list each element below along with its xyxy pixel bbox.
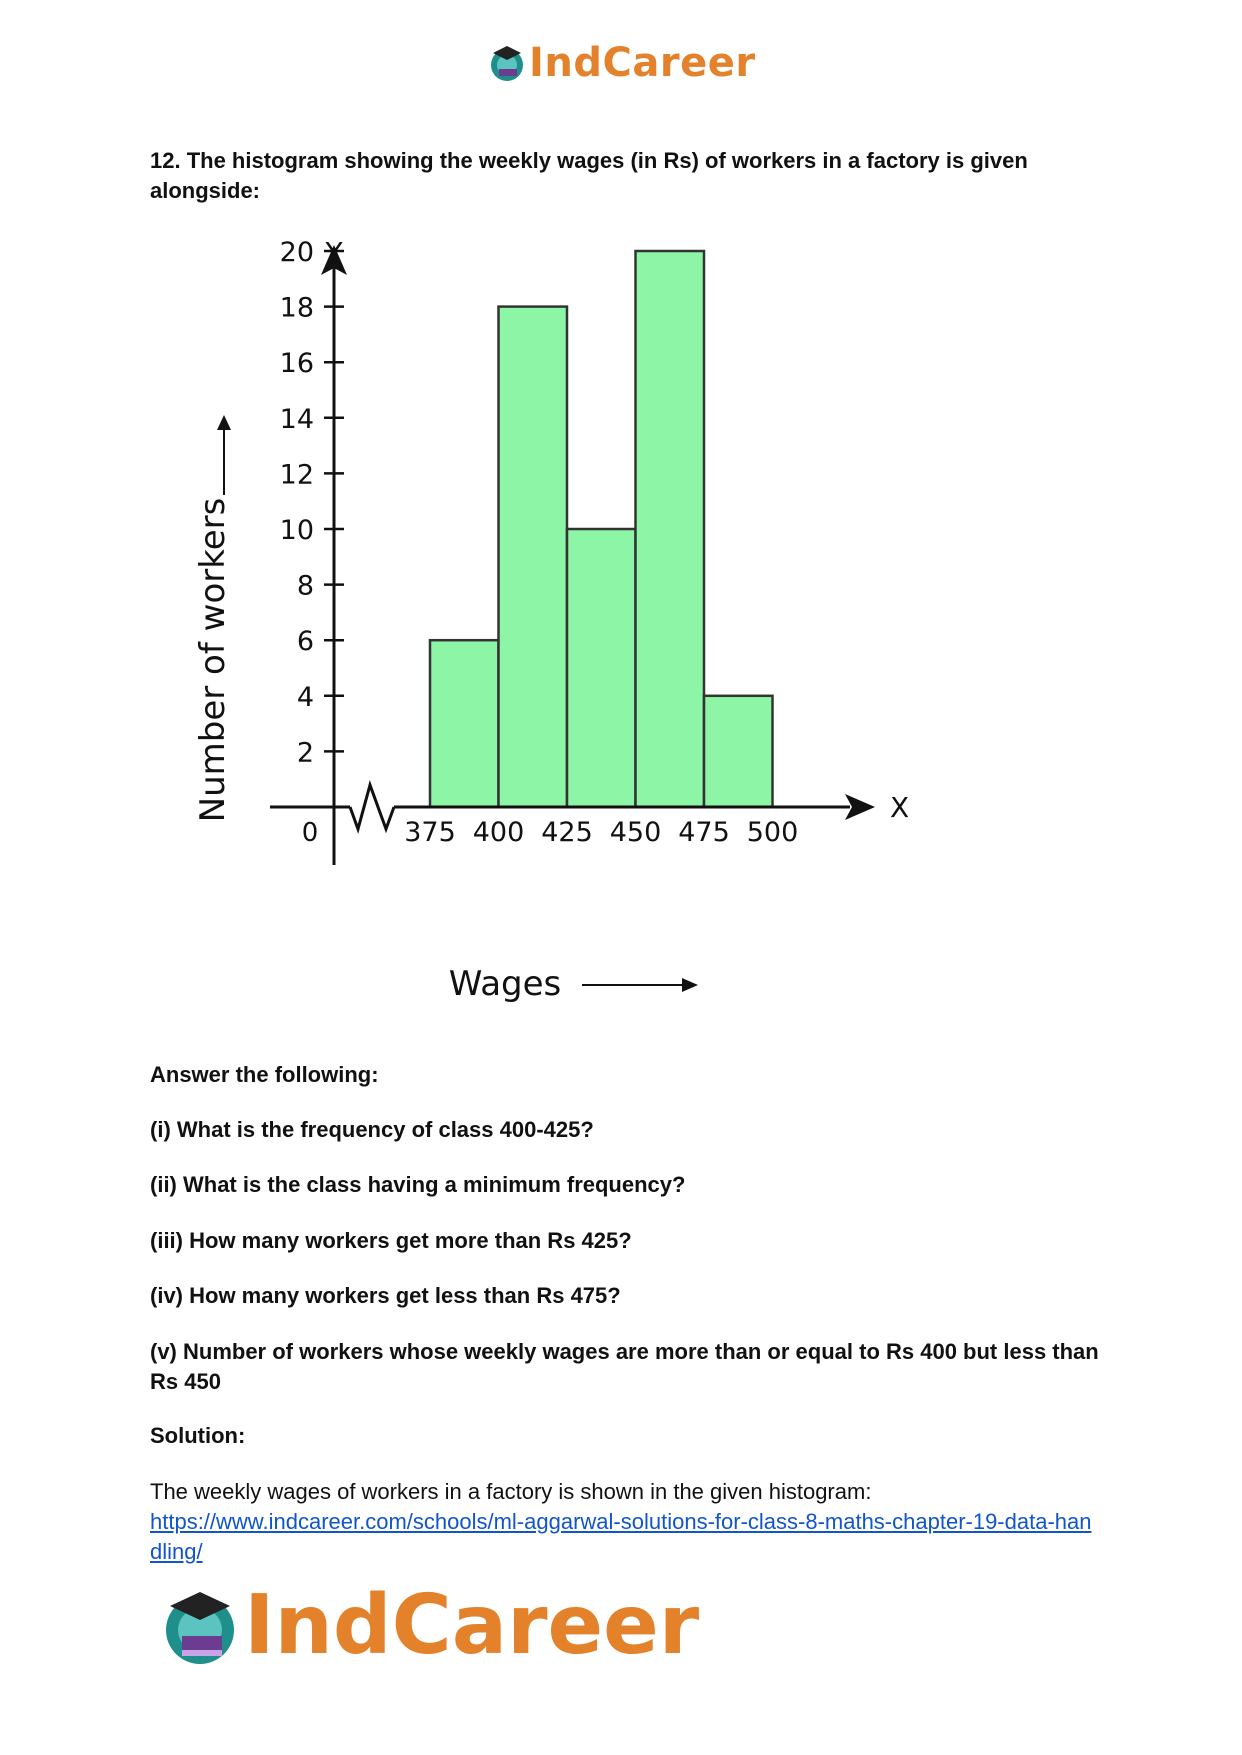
y-tick-label: 14 xyxy=(279,403,314,435)
footer-logo-globe-icon xyxy=(160,1586,240,1666)
y-axis-title: Number of workers xyxy=(193,497,233,823)
x-tick-label: 425 xyxy=(541,817,593,848)
x-tick-label: 475 xyxy=(678,817,730,848)
y-tick-label: 2 xyxy=(296,737,314,769)
y-axis-arrow xyxy=(217,415,231,495)
solution-link[interactable]: https://www.indcareer.com/schools/ml-aggarwal-solutions-for-class-8-maths-chapter-19-data-handling/ xyxy=(150,1509,1092,1564)
x-axis-title: Wages xyxy=(448,964,562,1004)
x-tick-label: 400 xyxy=(472,817,525,848)
answer-prompt: Answer the following: xyxy=(150,1062,379,1087)
question-title: 12. The histogram showing the weekly wages (in Rs) of workers in a factory is given alongside: xyxy=(150,148,1028,203)
y-tick-label: 18 xyxy=(279,292,314,324)
logo-text: IndCareer xyxy=(529,40,756,86)
question-item: (v) Number of workers whose weekly wages are more than or equal to Rs 400 but less than Rs 450 xyxy=(150,1339,1099,1394)
logo-globe-icon xyxy=(487,43,527,83)
solution-text: The weekly wages of workers in a factory is shown in the given histogram: xyxy=(150,1479,872,1504)
histogram-chart xyxy=(190,240,910,1030)
y-tick-label: 20 xyxy=(279,240,314,268)
question-item: (iv) How many workers get less than Rs 475? xyxy=(150,1283,621,1308)
solution-heading: Solution: xyxy=(150,1423,246,1448)
x-tick-label: 500 xyxy=(746,817,799,848)
histogram-bar xyxy=(430,640,499,807)
question-item: (iii) How many workers get more than Rs 425? xyxy=(150,1228,632,1253)
y-tick-label: 4 xyxy=(296,681,314,713)
x-axis-arrow xyxy=(582,978,698,992)
x-tick-label: 375 xyxy=(404,817,456,848)
y-tick-label: 8 xyxy=(296,570,314,602)
y-tick-label: 12 xyxy=(279,459,314,491)
origin-label: 0 xyxy=(301,818,319,848)
histogram-bar xyxy=(636,251,705,807)
histogram-bar xyxy=(567,529,636,807)
y-axis-letter: Y xyxy=(325,240,343,269)
question-item: (i) What is the frequency of class 400-425? xyxy=(150,1117,594,1142)
solution-link-container xyxy=(150,1507,1100,1567)
histogram-bar xyxy=(499,307,568,807)
y-tick-label: 6 xyxy=(296,626,314,658)
chart-bars xyxy=(430,251,773,807)
y-tick-label: 10 xyxy=(279,515,314,546)
histogram-bar xyxy=(704,696,773,807)
footer-logo xyxy=(160,1578,699,1673)
x-axis-letter: X xyxy=(890,791,910,824)
question-item: (ii) What is the class having a minimum frequency? xyxy=(150,1172,686,1197)
x-tick-label: 450 xyxy=(609,817,662,848)
axis-break xyxy=(350,785,394,829)
footer-logo-text: IndCareer xyxy=(244,1578,700,1673)
y-tick-label: 16 xyxy=(279,348,314,380)
header-logo xyxy=(487,40,756,86)
